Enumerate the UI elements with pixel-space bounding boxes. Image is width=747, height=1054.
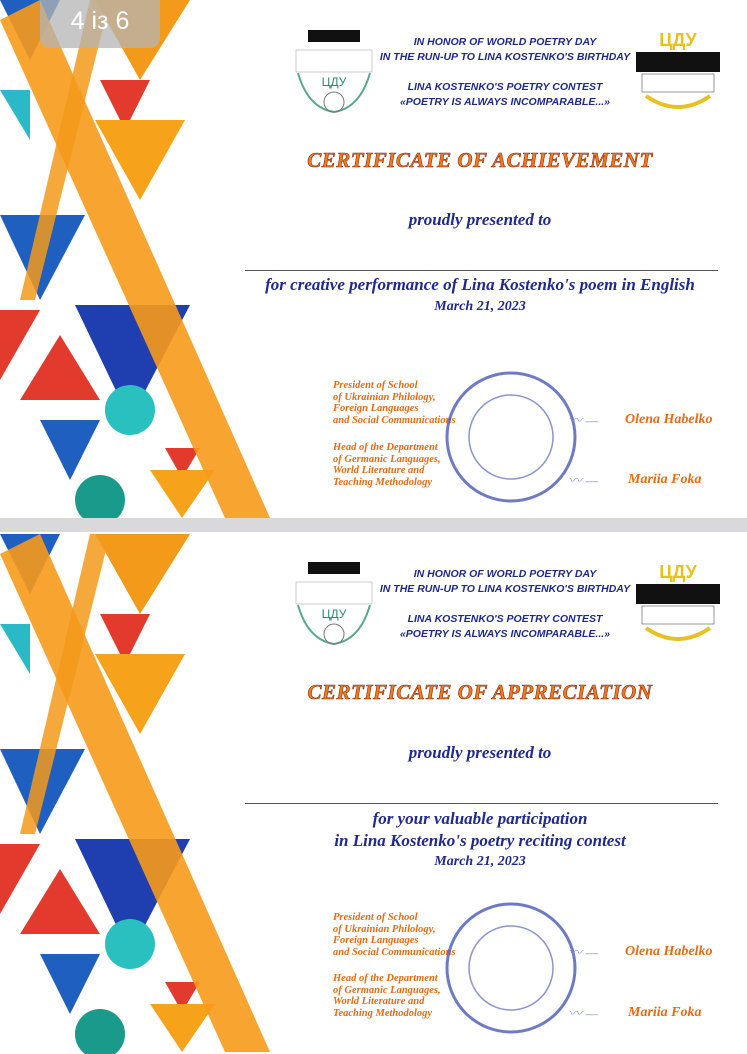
certificate-title: CERTIFICATE OF APPRECIATION: [307, 680, 653, 704]
header-line-3: LINA KOSTENKO'S POETRY CONTEST: [407, 613, 603, 625]
role-line: and Social Communications: [333, 946, 456, 958]
decorative-triangles: [0, 0, 300, 518]
role-line: of Germanic Languages,: [333, 453, 441, 465]
role-line: Foreign Languages: [333, 935, 419, 946]
presented-to: proudly presented to: [408, 210, 552, 229]
header-line-1: IN HONOR OF WORLD POETRY DAY: [413, 36, 597, 48]
university-logo-text: ЦДУ: [659, 562, 697, 582]
faculty-logo-text: ЦДУ: [321, 75, 347, 89]
signature-scribble: 〰 —: [568, 414, 598, 429]
header-line-1: IN HONOR OF WORLD POETRY DAY: [413, 568, 597, 580]
first-signatory-role: [333, 380, 456, 426]
first-signatory-name: Olena Habelko: [625, 412, 713, 427]
header-text: [370, 567, 640, 642]
certificate-achievement: [0, 0, 747, 518]
header-line-3: LINA KOSTENKO'S POETRY CONTEST: [407, 81, 603, 93]
signature-scribble: 〰 —: [568, 1007, 598, 1022]
role-line: Teaching Methodology: [333, 476, 433, 488]
reason-text: for creative performance of Lina Kostenko's poem in English: [265, 275, 695, 294]
role-line: of Ukrainian Philology,: [333, 923, 436, 935]
university-logo: [632, 558, 724, 646]
faculty-logo-text: ЦДУ: [321, 607, 347, 621]
university-logo-text: ЦДУ: [659, 30, 697, 50]
signature-scribble: 〰 —: [568, 474, 598, 489]
header-line-4: «POETRY IS ALWAYS INCOMPARABLE...»: [399, 96, 611, 108]
header-line-2: IN THE RUN-UP TO LINA KOSTENKO'S BIRTHDAY: [379, 583, 631, 595]
second-signatory-name: Mariia Foka: [628, 1005, 702, 1020]
certificate-appreciation: [0, 532, 747, 1054]
role-line: Foreign Languages: [333, 403, 419, 414]
second-signatory-role: [333, 973, 441, 1019]
header-line-4: «POETRY IS ALWAYS INCOMPARABLE...»: [399, 628, 611, 640]
role-line: World Literature and: [333, 996, 425, 1007]
reason-text-line-1: for your valuable participation: [372, 809, 588, 828]
second-signatory-name: Mariia Foka: [628, 472, 702, 487]
official-stamp: [443, 900, 579, 1036]
certificate-date: March 21, 2023: [434, 854, 526, 869]
role-line: and Social Communications: [333, 414, 456, 426]
role-line: Teaching Methodology: [333, 1007, 433, 1019]
first-signatory-name: Olena Habelko: [625, 944, 713, 959]
page-counter: 4 із 6: [40, 0, 160, 48]
official-stamp: [443, 369, 579, 505]
second-signatory-role: [333, 442, 441, 488]
certificate-date: March 21, 2023: [434, 299, 526, 314]
role-line: President of School: [333, 912, 418, 923]
first-signatory-role: [333, 912, 456, 958]
role-line: President of School: [333, 380, 418, 391]
decorative-triangles: [0, 532, 300, 1054]
reason-text-line-2: in Lina Kostenko's poetry reciting contest: [334, 831, 626, 850]
certificate-title: CERTIFICATE OF ACHIEVEMENT: [307, 148, 653, 172]
faculty-logo: [288, 560, 380, 648]
role-line: Head of the Department: [333, 442, 438, 453]
role-line: Head of the Department: [333, 973, 438, 984]
recipient-name-line: [245, 803, 718, 804]
presented-to: proudly presented to: [408, 743, 552, 762]
header-text: [370, 35, 640, 110]
role-line: of Germanic Languages,: [333, 984, 441, 996]
role-line: of Ukrainian Philology,: [333, 391, 436, 403]
university-logo: [632, 26, 724, 114]
header-line-2: IN THE RUN-UP TO LINA KOSTENKO'S BIRTHDAY: [379, 51, 631, 63]
signature-scribble: 〰 —: [568, 946, 598, 961]
faculty-logo: [288, 28, 380, 116]
role-line: World Literature and: [333, 465, 425, 476]
recipient-name-line: [245, 270, 718, 271]
